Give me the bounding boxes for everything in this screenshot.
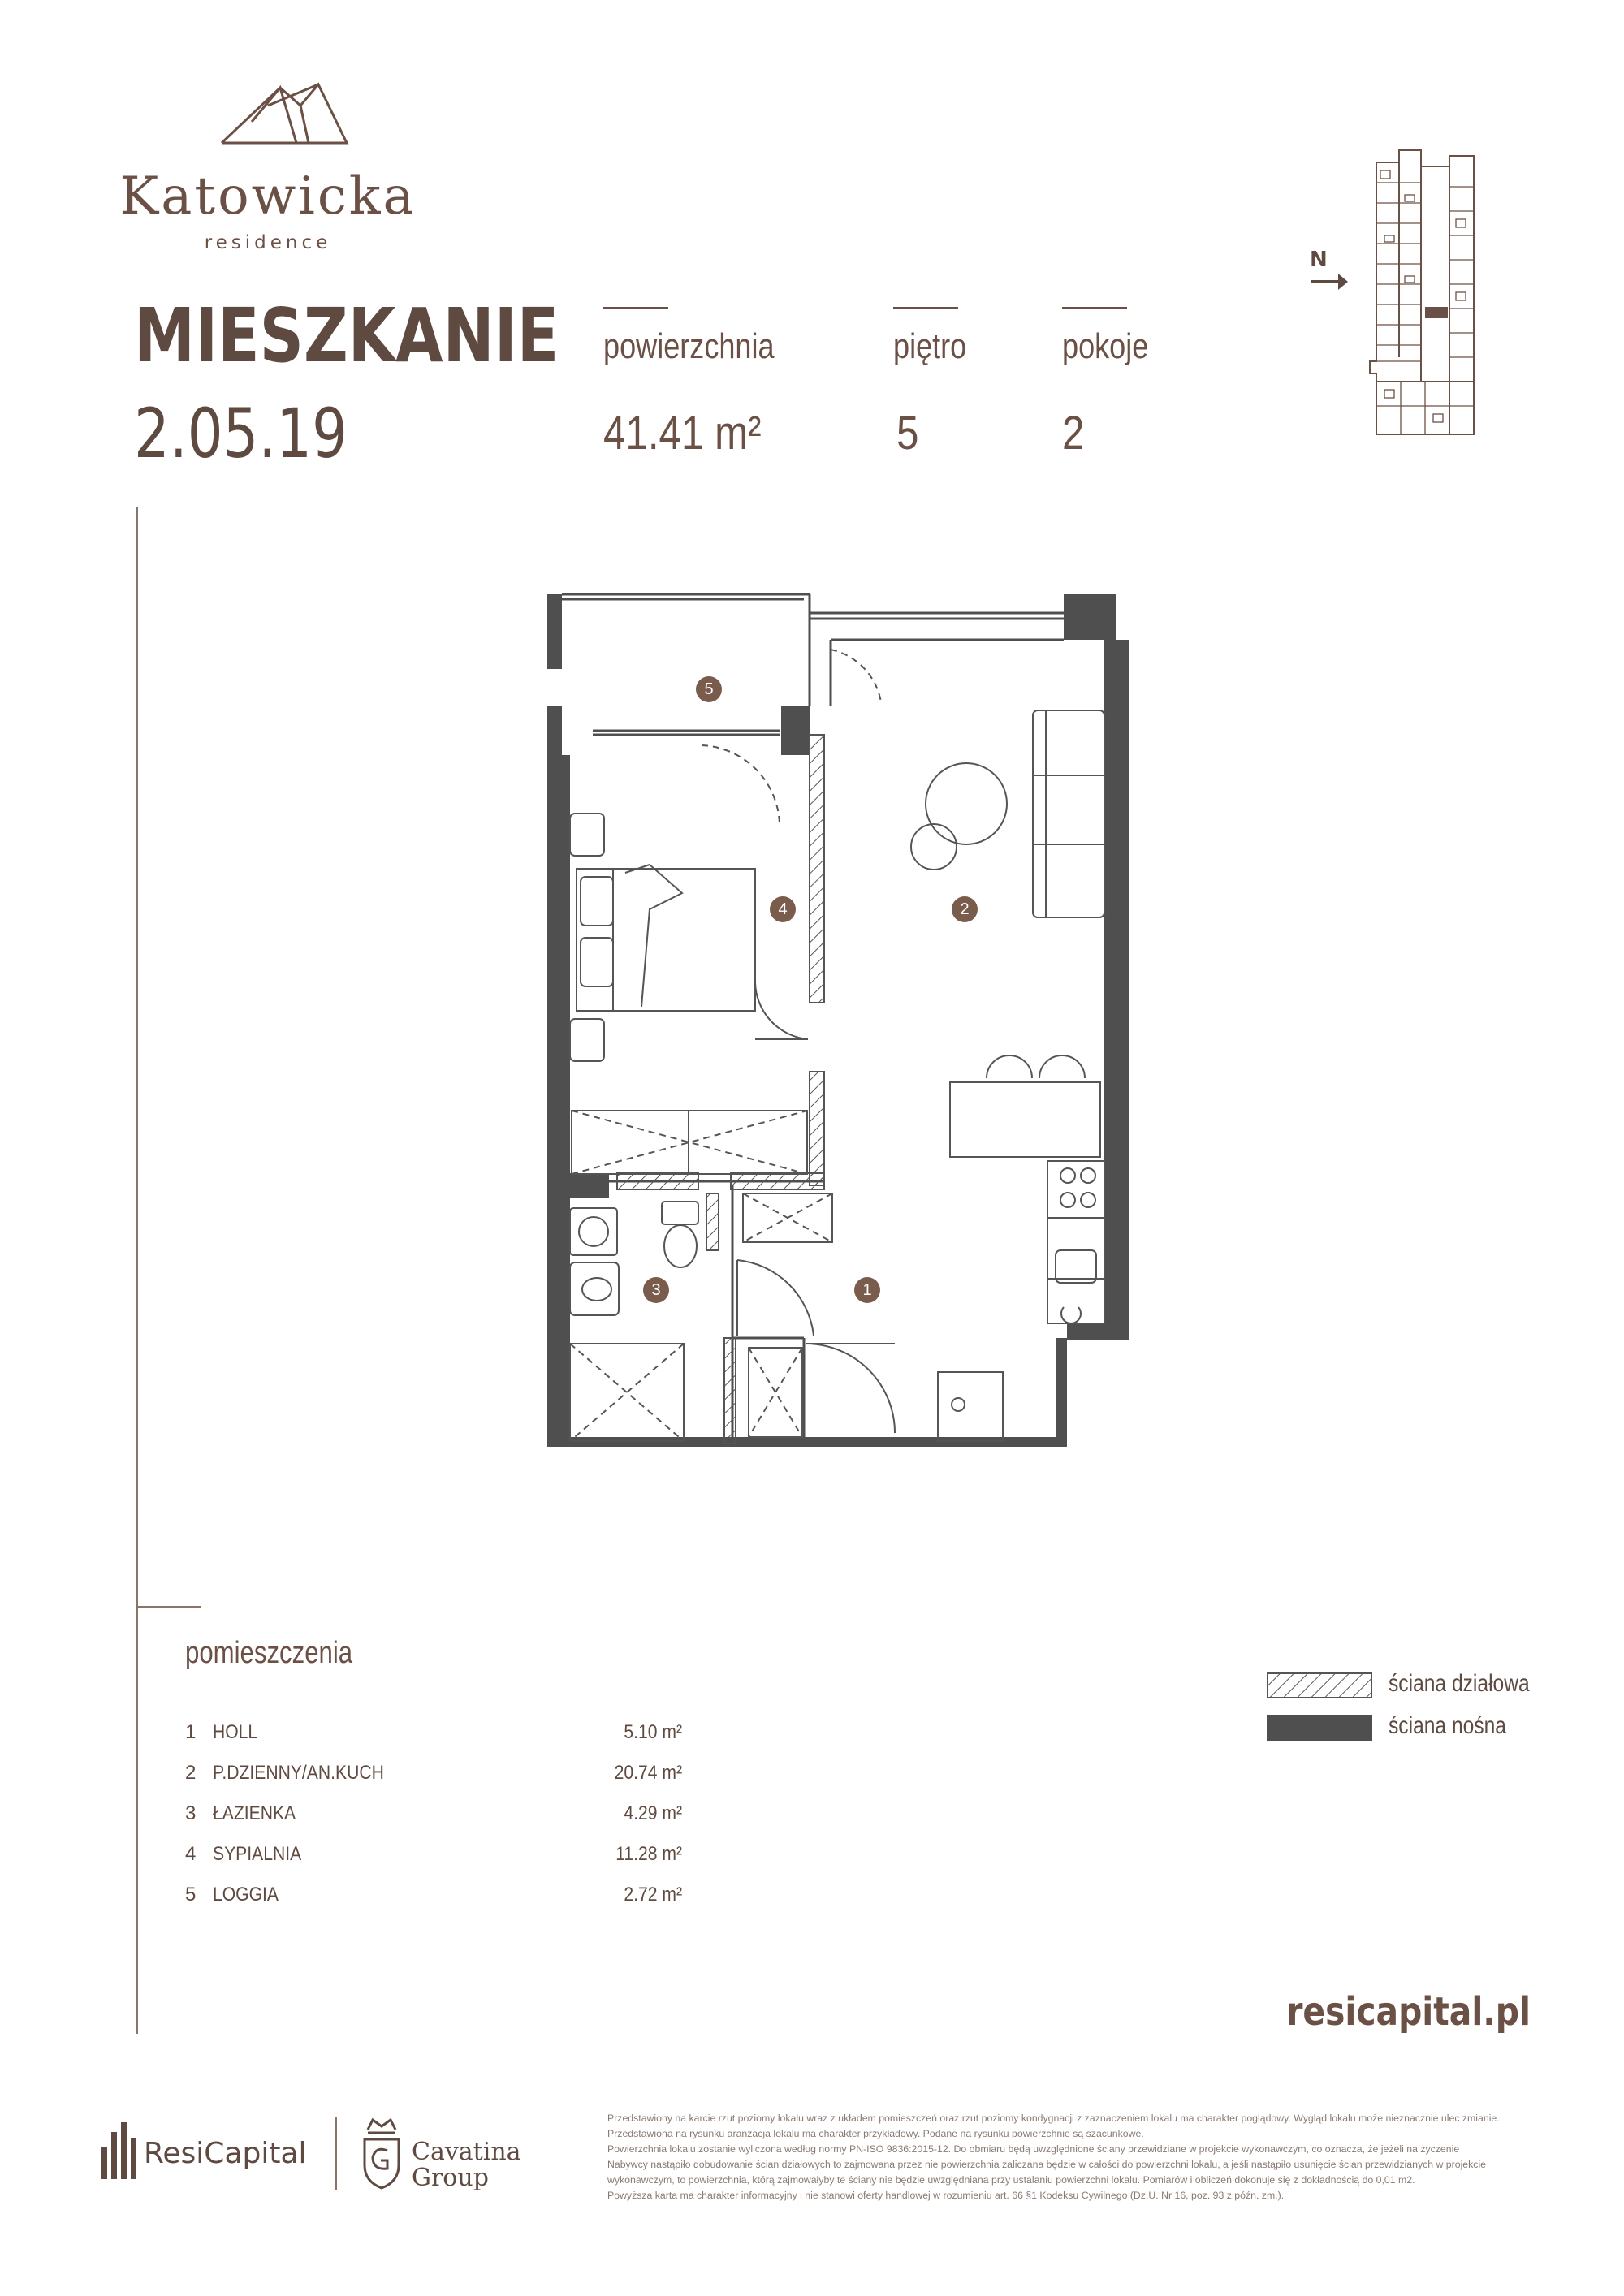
stat-label-area: powierzchnia	[603, 326, 775, 366]
cavatina-line1: Cavatina	[412, 2138, 521, 2166]
logo-divider	[335, 2117, 337, 2190]
disclaimer-line: Nabywcy nastąpiło dobudowanie ścian działowych to zajmowana przez nie powierzchnia zaliczana będzie w całości do powierzchni lokalu, a jeśli nastąpiło usunięcie ścian przewidzianych w projekcie	[607, 2159, 1487, 2170]
legend-label-partition: ściana działowa	[1389, 1670, 1530, 1697]
room-number: 1	[185, 1721, 197, 1743]
room-marker-5: 5	[696, 676, 722, 702]
room-number: 2	[185, 1762, 197, 1784]
resicapital-logo	[102, 2119, 321, 2184]
room-area: 4.29 m²	[624, 1802, 682, 1824]
building-key-plan	[1299, 138, 1494, 447]
cavatina-logo	[361, 2115, 540, 2192]
disclaimer-line: Przedstawiona na rysunku aranżacja lokalu ma charakter przykładowy. Podane na rysunku powierzchnie są szacunkowe.	[607, 2128, 1144, 2139]
room-area: 20.74 m²	[614, 1762, 682, 1784]
stat-label-floor: piętro	[893, 326, 967, 366]
north-label: N	[1310, 248, 1328, 272]
bearing-wall-swatch-icon	[1267, 1715, 1372, 1741]
frame-horizontal-line	[136, 1606, 201, 1608]
building-outline-icon	[1368, 146, 1490, 442]
room-name: ŁAZIENKA	[213, 1802, 296, 1824]
room-number: 3	[185, 1802, 197, 1824]
brand-logo	[0, 0, 568, 268]
disclaimer-line: Przedstawiony na karcie rzut poziomy lokalu wraz z układem pomieszczeń oraz rzut poziomy kondygnacji z zaznaczeniem lokalu ma charakter poglądowy. Wygląd lokalu może nieznacznie ulec zmianie.	[607, 2113, 1500, 2124]
floor-plan	[536, 568, 1153, 1486]
rooms-heading: pomieszczenia	[185, 1636, 353, 1670]
resicapital-mark-icon	[102, 2122, 138, 2179]
floor-plan-drawing	[536, 568, 1153, 1486]
brand-name: Katowicka	[119, 166, 417, 227]
mountain-logo-icon	[219, 81, 349, 146]
cavatina-crest-icon	[361, 2115, 402, 2190]
room-number: 4	[185, 1843, 197, 1865]
disclaimer-line: Powierzchnia lokalu zostanie wyliczona według normy PN-ISO 9836:2015-12. Do obmiaru będą uwzględnione ściany przewidziane w projekcie wykonawczym, co oznacza, że jeżeli na życzenie	[607, 2143, 1460, 2155]
website-link[interactable]: resicapital.pl	[1286, 1989, 1531, 2035]
north-arrow-icon	[1309, 270, 1348, 294]
brand-subtitle: residence	[204, 232, 332, 253]
unit-number: 2.05.19	[134, 394, 348, 473]
cavatina-line2: Group	[412, 2164, 489, 2192]
legend-label-bearing: ściana nośna	[1389, 1712, 1506, 1739]
room-area: 2.72 m²	[624, 1884, 682, 1905]
page-title: MIESZKANIE	[134, 292, 559, 379]
room-marker-2: 2	[952, 896, 978, 922]
partition-wall-swatch-icon	[1267, 1672, 1372, 1698]
stat-divider	[603, 307, 668, 309]
stat-value-floor: 5	[896, 407, 919, 460]
room-number: 5	[185, 1884, 197, 1905]
room-name: SYPIALNIA	[213, 1843, 302, 1865]
stat-divider	[893, 307, 958, 309]
room-marker-4: 4	[770, 896, 796, 922]
room-marker-3: 3	[643, 1277, 669, 1303]
stat-value-area: 41.41 m²	[603, 407, 762, 460]
unit-highlight	[1425, 307, 1448, 318]
room-area: 11.28 m²	[615, 1843, 682, 1865]
room-marker-1: 1	[854, 1277, 880, 1303]
stat-value-rooms: 2	[1062, 407, 1085, 460]
room-name: P.DZIENNY/AN.KUCH	[213, 1762, 384, 1784]
room-area: 5.10 m²	[624, 1721, 682, 1743]
disclaimer-line: wykonawczym, to powierzchnia, którą zajmowałyby te ściany nie będzie uwzględniana przy ustalaniu powierzchni lokalu. Pomiarów i obliczeń dokonuje się z dokładnością do 0,01 m2.	[607, 2174, 1415, 2186]
stat-divider	[1062, 307, 1127, 309]
resicapital-wordmark: ResiCapital	[144, 2137, 307, 2170]
room-name: LOGGIA	[213, 1884, 279, 1905]
room-name: HOLL	[213, 1721, 258, 1743]
stat-label-rooms: pokoje	[1062, 326, 1149, 366]
legal-disclaimer	[607, 2111, 1533, 2203]
disclaimer-line: Powyższa karta ma charakter informacyjny i nie stanowi oferty handlowej w rozumieniu art. 66 §1 Kodeksu Cywilnego (Dz.U. Nr 16, poz. 93 z późn. zm.).	[607, 2190, 1285, 2201]
frame-vertical-line	[136, 507, 138, 2034]
